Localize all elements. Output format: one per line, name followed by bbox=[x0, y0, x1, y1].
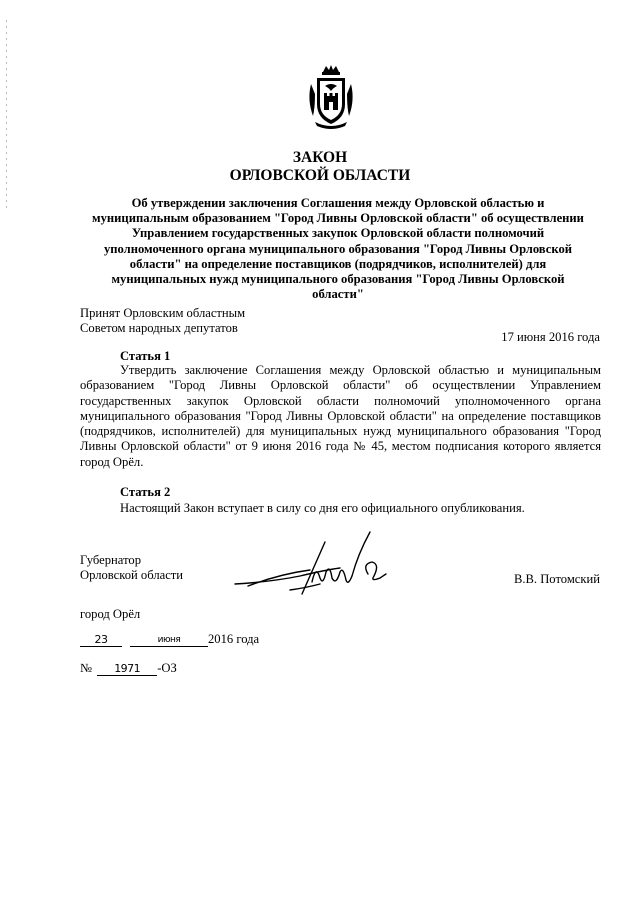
coat-of-arms-icon bbox=[305, 64, 357, 130]
article-1-title: Статья 1 bbox=[120, 349, 171, 363]
number-suffix: -ОЗ bbox=[157, 661, 177, 675]
signatory-title-line-2: Орловской области bbox=[80, 568, 184, 582]
law-title: ЗАКОН bbox=[292, 149, 348, 166]
article-2-text: Настоящий Закон вступает в силу со дня его официального опубликования. bbox=[120, 501, 525, 515]
signatory-title bbox=[80, 553, 183, 583]
date-year: 2016 года bbox=[208, 632, 260, 646]
signatory-name: В.В. Потомский bbox=[513, 572, 600, 586]
document-heading: Об утверждении заключения Соглашения между Орловской областью и муниципальным образованием "Город Ливны Орловской области" об осуществлении Управлением государственных закупок Орловской области полномочий уполномоченного органа муниципального образования "Город Ливны Орловской области" на определение поставщиков (подрядчиков, исполнителей) для муниципальных нужд муниципального образования "Город Ливны Орловской области" bbox=[92, 196, 584, 302]
law-region-title: ОРЛОВСКОЙ ОБЛАСТИ bbox=[229, 167, 411, 184]
signatory-title-line-1: Губернатор bbox=[80, 553, 141, 567]
number-value: 1971 bbox=[97, 662, 157, 676]
article-1-text: Утвердить заключение Соглашения между Орловской областью и муниципальным образованием "Город Ливны Орловской области" об осуществлении Управлением государственных закупок Орловской области полномочий уполномоченного органа муниципального образования "Город Ливны Орловской области" на определение поставщиков (подрядчиков, исполнителей) для муниципальных нужд муниципального образования "Город Ливны Орловской области" от 9 июня 2016 года № 45, местом подписания которого является город Орёл. bbox=[80, 363, 601, 469]
date-day: 23 bbox=[80, 633, 122, 647]
law-number bbox=[80, 661, 177, 676]
signing-date bbox=[80, 632, 259, 647]
article-2-title: Статья 2 bbox=[120, 485, 171, 499]
adoption-date: 17 июня 2016 года bbox=[501, 330, 600, 344]
adoption-line-2: Советом народных депутатов bbox=[80, 321, 238, 335]
date-month: июня bbox=[130, 635, 208, 647]
number-sign: № bbox=[80, 661, 93, 675]
handwritten-signature bbox=[230, 524, 410, 604]
adoption-info bbox=[80, 306, 245, 336]
adoption-line-1: Принят Орловским областным bbox=[80, 306, 246, 320]
place-of-signing: город Орёл bbox=[80, 607, 141, 621]
